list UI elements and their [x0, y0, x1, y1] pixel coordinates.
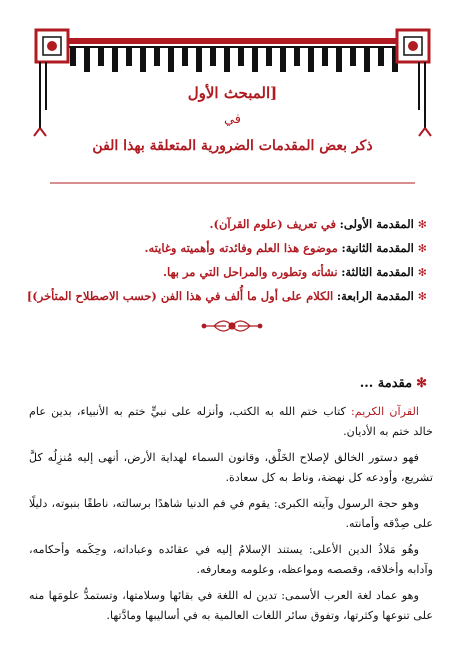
paragraph: [29, 494, 433, 533]
list-item-label: المقدمة الأولى:: [339, 217, 414, 231]
decorative-divider: [202, 321, 262, 331]
section-heading: [360, 376, 427, 391]
paragraph: [29, 586, 433, 625]
paragraph: [29, 448, 433, 487]
list-item: [27, 236, 427, 260]
list-item-label: المقدمة الرابعة:: [336, 289, 414, 303]
top-border-band: [56, 38, 406, 72]
list-item-label: المقدمة الثانية:: [341, 241, 414, 255]
section-heading-text: مقدمة ...: [359, 376, 413, 391]
list-item-label: المقدمة الثالثة:: [341, 265, 414, 279]
section-subtitle: ذكر بعض المقدمات الضرورية المتعلقة بهذا الفن: [92, 138, 373, 154]
introductions-list: [27, 212, 427, 308]
paragraph-lead: القرآن الكريم:: [350, 405, 419, 418]
list-item-text: في تعريف (علوم القرآن).: [209, 217, 336, 231]
list-item: [27, 212, 427, 236]
paragraph-text: وهو عماد لغة العرب الأسمى: تدين له اللغة في بقائها وسلامتها، وتستمدُّ علومَها منه على تنوعها وكثرتها، وتفوق سائر اللغات العالمية به في أساليبها ومادَّتها.: [29, 589, 433, 622]
section-title: [المبحث الأول: [187, 84, 278, 102]
paragraph-text: فهو دستور الخالق لإصلاح الخَلْق، وقانون السماء لهداية الأرض، أنهى إليه مُنزِلُه كلَّ تشريع، وأودعه كل نهضة، وناط به كل سعادة.: [29, 451, 433, 484]
star-ornament-icon: ✻: [417, 266, 427, 279]
list-item: [27, 284, 427, 308]
paragraph-text: وهُو مَلاذُ الدين الأعلى: يستند الإسلامُ إليه في عقائده وعباداته، وحِكَمه وأحكامه، وآدابه وأخلاقه، وقصصه ومواعظه، وعلومه ومعارفه.: [29, 543, 433, 576]
star-ornament-icon: ✻: [417, 218, 427, 231]
paragraph: [29, 540, 433, 579]
section-title-connector: في: [223, 112, 242, 127]
paragraph: [29, 402, 433, 441]
list-item-text: الكلام على أول ما أُلف في هذا الفن (حسب الاصطلاح المتأخر)]: [26, 289, 334, 303]
star-ornament-icon: ✻: [417, 242, 427, 255]
body-text: [29, 402, 433, 632]
paragraph-text: وهو حجة الرسول وآيته الكبرى: يقوم في فم الدنيا شاهدًا برسالته، ناطقًا بنبوته، دليلًا على صِدْقه وأمانته.: [29, 497, 433, 530]
paragraph-text: كتاب ختم الله به الكتب، وأنزله على نبيٍّ ختم به الأنبياء، بدين عام خالد ختم به الأديان.: [29, 405, 433, 438]
list-item-text: موضوع هذا العلم وفائدته وأهميته وغايته.: [144, 241, 338, 255]
list-item: [27, 260, 427, 284]
star-ornament-icon: ✻: [416, 376, 427, 391]
star-ornament-icon: ✻: [417, 290, 427, 303]
list-item-text: نشأته وتطوره والمراحل التي مر بها.: [162, 265, 338, 279]
